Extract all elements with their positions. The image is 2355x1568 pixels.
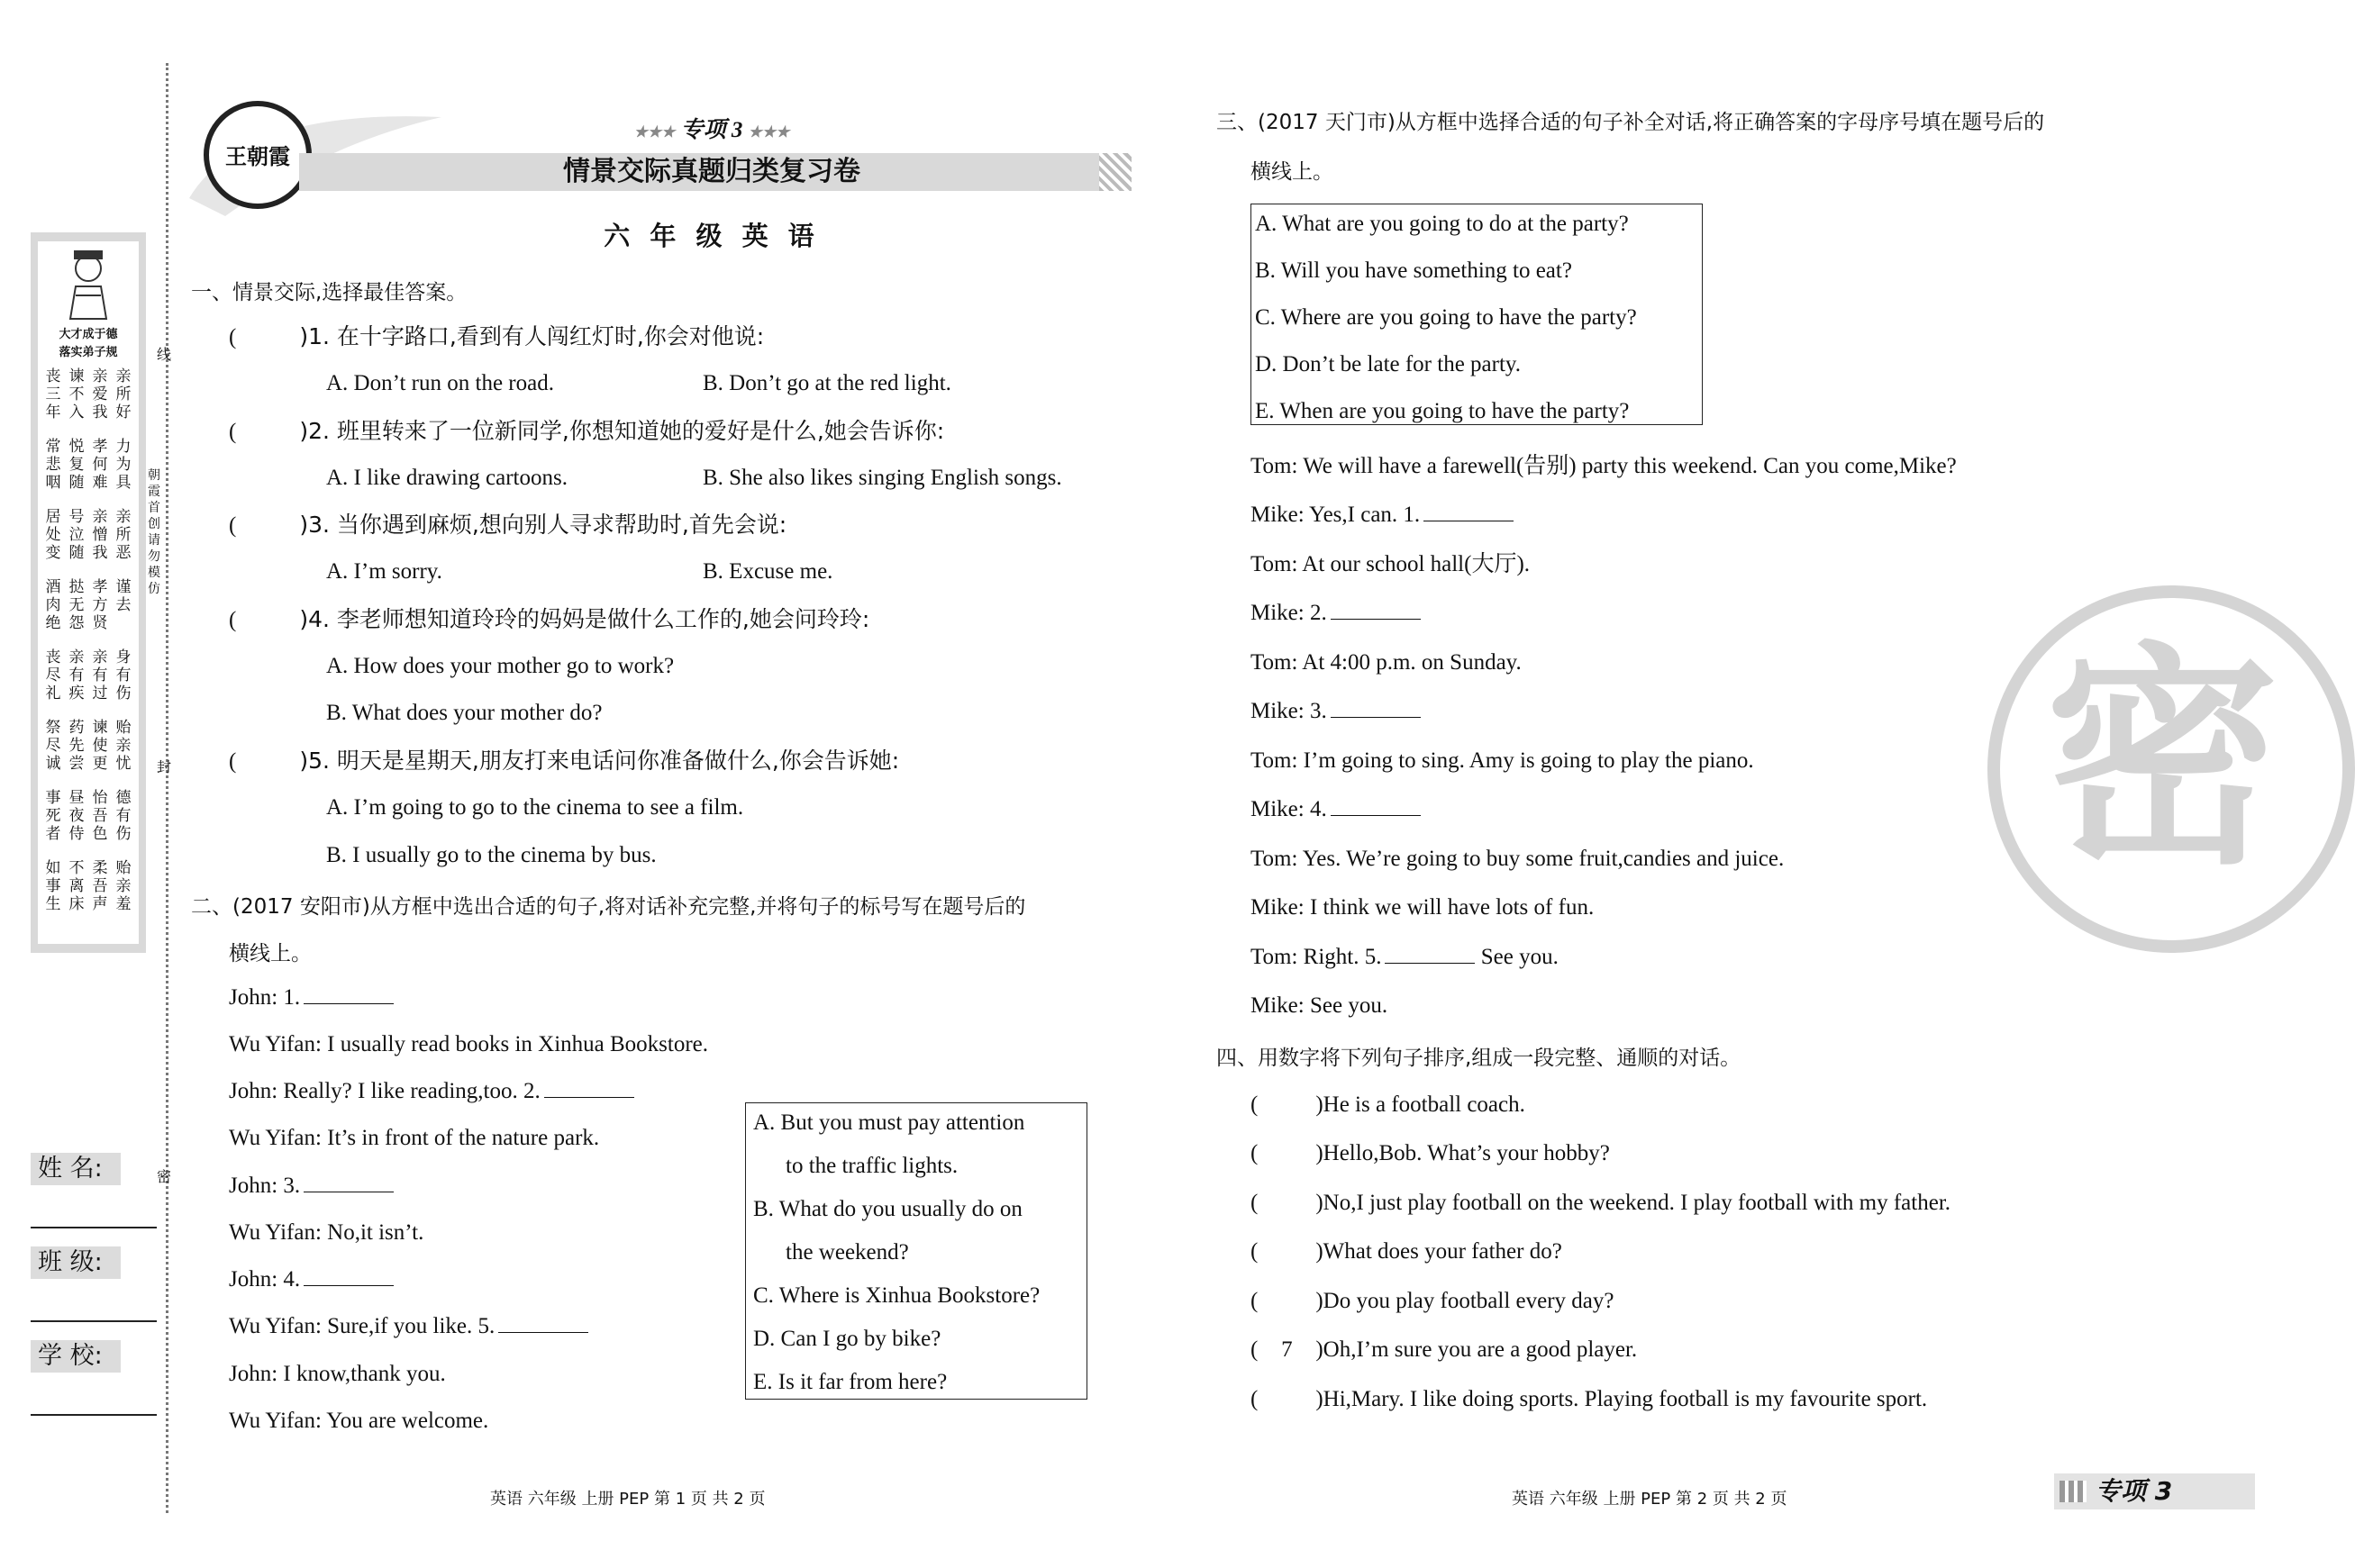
poem-col: 亲所好 [115,367,132,421]
s2-option: C. Where is Xinhua Bookstore? [753,1283,1041,1308]
s3-dialogue-line: Mike: See you. [1250,993,1388,1018]
s3-dialogue-line: Tom: I’m going to sing. Amy is going to play the piano. [1250,748,1754,773]
answer-blank[interactable] [1385,945,1475,964]
sidebar-motto-strip [31,232,146,953]
s2-dialogue-line: John: 1. [229,983,394,1011]
poem-col: 常悲咽 [45,438,61,492]
s2-option: E. Is it far from here? [753,1370,948,1394]
s2-option: B. What do you usually do on [753,1197,1023,1221]
motto-line-1: 大才成于德 [59,328,118,341]
q1-option-a: A. Don’t run on the road. [326,371,554,395]
binding-dotted-line [166,63,168,1513]
section3-heading-line2: 横线上。 [1250,160,1333,184]
q2-option-a: A. I like drawing cartoons. [326,466,568,490]
poem-col: 亲有疾 [68,648,85,702]
answer-blank[interactable] [1331,699,1421,718]
poem-col: 事死者 [45,789,61,843]
section2-heading-line1: 二、(2017 安阳市)从方框中选出合适的句子,将对话补充完整,并将句子的标号写在题号后的 [191,895,1026,919]
s3-option: E. When are you going to have the party? [1255,399,1630,423]
s4-item: ( 7 )Oh,I’m sure you are a good player. [1250,1337,1638,1362]
s2-dialogue-line: Wu Yifan: You are welcome. [229,1409,489,1433]
section3-heading-line1: 三、(2017 天门市)从方框中选择合适的句子补全对话,将正确答案的字母序号填在题号后的 [1216,111,2045,134]
q5-option-b: B. I usually go to the cinema by bus. [326,843,657,867]
s2-dialogue-line: Wu Yifan: Sure,if you like. 5. [229,1312,588,1340]
school-field-label: 学 校: [31,1340,121,1373]
binding-tag-seal: 封 [156,760,171,775]
s2-option: A. But you must pay attention [753,1110,1025,1135]
page-subtitle: 六 年 级 英 语 [604,221,820,251]
q2-option-b: B. She also likes singing English songs. [703,466,1062,490]
answer-blank[interactable] [1331,601,1421,620]
poem-col: 德有伤 [115,789,132,843]
s3-option: A. What are you going to do at the party? [1255,212,1629,236]
seal-character: 密 [2045,624,2279,896]
corner-series-label: 专项 3 [2096,1476,2173,1506]
q4-prompt: ( )4. 李老师想知道玲玲的妈妈是做什么工作的,她会问玲玲: [229,606,870,632]
poem-col: 如事生 [45,859,61,913]
s3-dialogue-line: Tom: Right. 5. See you. [1250,945,1559,969]
poem-col: 昼夜侍 [68,789,85,843]
s2-dialogue-line: John: 4. [229,1265,394,1293]
answer-blank[interactable] [304,985,394,1004]
name-field-line[interactable] [31,1227,157,1228]
order-blank[interactable]: 7 [1281,1337,1293,1362]
s4-item: ( )No,I just play football on the weekend. I play football with my father. [1250,1191,1951,1215]
series-label: ★★★ 专项 3 ★★★ [633,118,790,142]
answer-blank[interactable] [304,1174,394,1192]
answer-blank[interactable] [1423,503,1514,521]
poem-col: 丧三年 [45,367,61,421]
poem-col: 号泣随 [68,508,85,562]
s4-item: ( )Hello,Bob. What’s your hobby? [1250,1141,1610,1165]
poem-col: 挞无怨 [68,578,85,632]
star-icon: ★★★ [633,123,676,140]
poem-block [38,367,139,944]
secret-seal-icon [1987,585,2355,953]
poem-col: 力为具 [115,438,132,492]
s3-option: B. Will you have something to eat? [1255,258,1572,283]
poem-col: 谏使更 [92,719,108,773]
q3-prompt: ( )3. 当你遇到麻烦,想向别人寻求帮助时,首先会说: [229,512,787,538]
poem-col: 贻亲忧 [115,719,132,773]
s3-dialogue-line: Tom: Yes. We’re going to buy some fruit,candies and juice. [1250,847,1785,871]
section4-heading: 四、用数字将下列句子排序,组成一段完整、通顺的对话。 [1216,1047,1741,1070]
binding-tag-notice: 朝霞首创 请勿模仿 [148,469,160,596]
s3-dialogue-line: Mike: I think we will have lots of fun. [1250,895,1595,920]
s4-item: ( )Hi,Mary. I like doing sports. Playing football is my favourite sport. [1250,1387,1928,1411]
s2-option: the weekend? [786,1240,909,1264]
motto-line-2: 落实弟子规 [59,346,118,359]
page-title: 情景交际真题归类复习卷 [563,156,860,187]
poem-col: 悦复随 [68,438,85,492]
s2-dialogue-line: Wu Yifan: I usually read books in Xinhua Bookstore. [229,1032,709,1056]
section3-options-box [1250,204,1703,425]
s3-dialogue-line: Mike: Yes,I can. 1. [1250,501,1514,529]
footer-page-1: 英语 六年级 上册 PEP 第 1 页 共 2 页 [490,1490,766,1509]
q5-option-a: A. I’m going to go to the cinema to see a film. [326,795,744,820]
q1-option-b: B. Don’t go at the red light. [703,371,951,395]
binding-tag-line: 线 [156,348,171,363]
s3-dialogue-line: Tom: At our school hall(大厅). [1250,552,1531,576]
section2-heading-line2: 横线上。 [229,942,312,965]
name-field-label: 姓 名: [31,1153,121,1185]
answer-blank[interactable] [498,1314,588,1333]
s2-dialogue-line: John: I know,thank you. [229,1362,446,1386]
poem-col: 亲憎我 [92,508,108,562]
q3-option-a: A. I’m sorry. [326,559,442,584]
brand-logo-text: 王朝霞 [225,144,290,169]
poem-col: 谨去 [115,578,132,614]
s3-dialogue-line: Tom: At 4:00 p.m. on Sunday. [1250,650,1522,675]
s4-item: ( )What does your father do? [1250,1239,1562,1264]
poem-col: 丧尽礼 [45,648,61,702]
poem-col: 不离床 [68,859,85,913]
poem-col: 酒肉绝 [45,578,61,632]
school-field-line[interactable] [31,1414,157,1416]
poem-col: 谏不入 [68,367,85,421]
poem-col: 药先尝 [68,719,85,773]
s4-item: ( )He is a football coach. [1250,1092,1525,1117]
poem-col: 孝方贤 [92,578,108,632]
s3-option: C. Where are you going to have the party? [1255,305,1637,330]
title-band-pattern [1099,153,1132,191]
poem-col: 孝何难 [92,438,108,492]
s3-dialogue-line: Tom: We will have a farewell(告别) party this weekend. Can you come,Mike? [1250,454,1957,478]
binding-tag-secret: 密 [156,1170,171,1185]
footer-page-2: 英语 六年级 上册 PEP 第 2 页 共 2 页 [1512,1490,1787,1509]
poem-col: 居处变 [45,508,61,562]
s2-option: D. Can I go by bike? [753,1327,941,1351]
q4-option-a: A. How does your mother go to work? [326,654,675,678]
s3-dialogue-line: Mike: 2. [1250,599,1421,627]
section2-options-box [745,1102,1087,1400]
s2-dialogue-line: Wu Yifan: It’s in front of the nature park. [229,1126,600,1150]
s3-dialogue-line: Mike: 4. [1250,795,1421,823]
poem-col: 祭尽诚 [45,719,61,773]
q4-option-b: B. What does your mother do? [326,701,603,725]
poem-col: 贻亲羞 [115,859,132,913]
brand-logo-icon [204,101,312,209]
q2-prompt: ( )2. 班里转来了一位新同学,你想知道她的爱好是什么,她会告诉你: [229,418,945,444]
answer-blank[interactable] [304,1267,394,1286]
section1-heading: 一、情景交际,选择最佳答案。 [191,281,468,304]
poem-col: 亲有过 [92,648,108,702]
s2-dialogue-line: John: 3. [229,1172,394,1200]
class-field-line[interactable] [31,1320,157,1322]
s4-item: ( )Do you play football every day? [1250,1289,1614,1313]
poem-col: 亲爱我 [92,367,108,421]
answer-blank[interactable] [1331,797,1421,816]
s2-dialogue-line: John: Really? I like reading,too. 2. [229,1077,634,1105]
q3-option-b: B. Excuse me. [703,559,833,584]
q1-prompt: ( )1. 在十字路口,看到有人闯红灯时,你会对他说: [229,323,765,349]
poem-col: 亲所恶 [115,508,132,562]
poem-col: 怡吾色 [92,789,108,843]
q5-prompt: ( )5. 明天是星期天,朋友打来电话问你准备做什么,你会告诉她: [229,748,900,774]
star-icon: ★★★ [748,123,790,140]
corner-pattern-icon [2059,1481,2087,1502]
s2-dialogue-line: Wu Yifan: No,it isn’t. [229,1220,424,1245]
answer-blank[interactable] [544,1079,634,1098]
class-field-label: 班 级: [31,1246,121,1279]
poem-col: 身有伤 [115,648,132,702]
s2-option: to the traffic lights. [786,1154,959,1178]
s3-dialogue-line: Mike: 3. [1250,697,1421,725]
s3-option: D. Don’t be late for the party. [1255,352,1522,376]
scholar-illustration-icon [61,249,115,321]
poem-col: 柔吾声 [92,859,108,913]
